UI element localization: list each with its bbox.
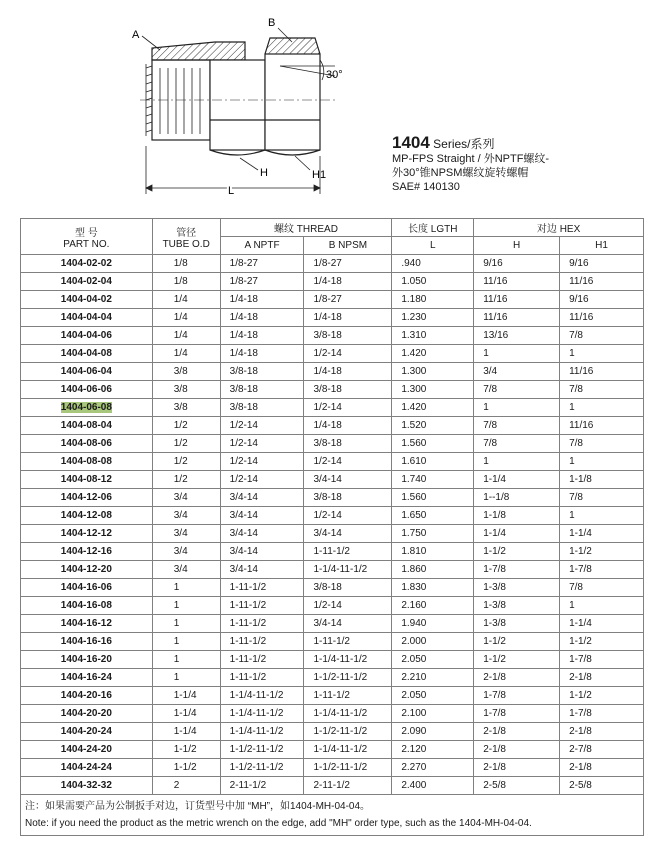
cell-part-no: 1404-12-20 — [21, 561, 153, 579]
cell-length: 1.860 — [392, 561, 474, 579]
cell-part-no: 1404-20-24 — [21, 723, 153, 741]
cell-hex-h: 11/16 — [474, 309, 560, 327]
cell-part-no: 1404-04-02 — [21, 291, 153, 309]
cell-a-nptf: 1-11-1/2 — [220, 597, 304, 615]
cell-length: 2.160 — [392, 597, 474, 615]
cell-a-nptf: 3/4-14 — [220, 561, 304, 579]
cell-tube-od: 1/2 — [152, 417, 220, 435]
cell-length: 1.300 — [392, 363, 474, 381]
cell-b-npsm: 3/4-14 — [304, 471, 392, 489]
cell-tube-od: 1-1/2 — [152, 759, 220, 777]
cell-a-nptf: 1-1/4-11-1/2 — [220, 705, 304, 723]
cell-length: 1.940 — [392, 615, 474, 633]
cell-part-no: 1404-12-06 — [21, 489, 153, 507]
cell-hex-h: 11/16 — [474, 273, 560, 291]
cell-a-nptf: 2-11-1/2 — [220, 777, 304, 795]
cell-a-nptf: 3/8-18 — [220, 381, 304, 399]
cell-a-nptf: 1/2-14 — [220, 471, 304, 489]
cell-b-npsm: 3/4-14 — [304, 525, 392, 543]
cell-b-npsm: 1-1/4-11-1/2 — [304, 651, 392, 669]
cell-hex-h1: 1-1/4 — [560, 615, 644, 633]
cell-hex-h1: 7/8 — [560, 489, 644, 507]
cell-tube-od: 1/4 — [152, 309, 220, 327]
series-model: 1404 — [392, 133, 430, 152]
series-description: MP-FPS Straight / 外NPTF螺纹- — [392, 153, 550, 165]
cell-part-no: 1404-08-08 — [21, 453, 153, 471]
cell-length: 2.090 — [392, 723, 474, 741]
cell-tube-od: 1 — [152, 615, 220, 633]
cell-tube-od: 3/4 — [152, 525, 220, 543]
table-row — [21, 687, 644, 705]
cell-hex-h1: 11/16 — [560, 363, 644, 381]
header-length-l: L — [392, 237, 474, 255]
cell-a-nptf: 1/4-18 — [220, 291, 304, 309]
cell-hex-h1: 1 — [560, 345, 644, 363]
cell-a-nptf: 3/8-18 — [220, 399, 304, 417]
cell-a-nptf: 1-11-1/2 — [220, 579, 304, 597]
cell-hex-h: 3/4 — [474, 363, 560, 381]
cell-hex-h: 1-1/2 — [474, 633, 560, 651]
cell-tube-od: 1 — [152, 633, 220, 651]
cell-part-no: 1404-04-08 — [21, 345, 153, 363]
cell-hex-h: 1 — [474, 399, 560, 417]
cell-part-no: 1404-16-16 — [21, 633, 153, 651]
cell-hex-h1: 7/8 — [560, 579, 644, 597]
series-label: Series/系列 — [429, 137, 495, 151]
table-row — [21, 651, 644, 669]
table-row — [21, 723, 644, 741]
cell-part-no: 1404-24-24 — [21, 759, 153, 777]
cell-part-no: 1404-32-32 — [21, 777, 153, 795]
cell-length: 1.300 — [392, 381, 474, 399]
cell-length: 1.520 — [392, 417, 474, 435]
cell-hex-h: 2-1/8 — [474, 669, 560, 687]
cell-hex-h: 13/16 — [474, 327, 560, 345]
cell-hex-h1: 1-1/2 — [560, 633, 644, 651]
cell-length: 1.740 — [392, 471, 474, 489]
cell-part-no: 1404-12-08 — [21, 507, 153, 525]
header-hex-h1: H1 — [560, 237, 644, 255]
cell-a-nptf: 1-1/4-11-1/2 — [220, 687, 304, 705]
cell-b-npsm: 3/8-18 — [304, 579, 392, 597]
cell-b-npsm: 1/2-14 — [304, 345, 392, 363]
cell-hex-h1: 9/16 — [560, 291, 644, 309]
cell-tube-od: 1/4 — [152, 327, 220, 345]
cell-length: 1.560 — [392, 435, 474, 453]
cell-hex-h1: 1-1/2 — [560, 543, 644, 561]
cell-a-nptf: 1-1/4-11-1/2 — [220, 723, 304, 741]
cell-b-npsm: 3/8-18 — [304, 381, 392, 399]
cell-hex-h1: 11/16 — [560, 417, 644, 435]
label-l: L — [228, 185, 235, 197]
table-row — [21, 273, 644, 291]
cell-b-npsm: 1/2-14 — [304, 507, 392, 525]
header-tube-od: 管径 TUBE O.D — [152, 219, 220, 255]
cell-tube-od: 1/8 — [152, 273, 220, 291]
table-row — [21, 669, 644, 687]
cell-tube-od: 3/4 — [152, 507, 220, 525]
cell-hex-h: 11/16 — [474, 291, 560, 309]
table-row — [21, 525, 644, 543]
cell-hex-h1: 1-7/8 — [560, 705, 644, 723]
cell-hex-h: 2-1/8 — [474, 741, 560, 759]
table-row — [21, 759, 644, 777]
cell-a-nptf: 3/4-14 — [220, 525, 304, 543]
series-info — [392, 135, 662, 194]
cell-hex-h: 1-7/8 — [474, 561, 560, 579]
cell-hex-h: 1-7/8 — [474, 705, 560, 723]
cell-hex-h: 1-3/8 — [474, 615, 560, 633]
cell-hex-h: 7/8 — [474, 417, 560, 435]
cell-hex-h1: 7/8 — [560, 327, 644, 345]
cell-b-npsm: 1-1/4-11-1/2 — [304, 741, 392, 759]
cell-b-npsm: 1/8-27 — [304, 255, 392, 273]
cell-hex-h1: 9/16 — [560, 255, 644, 273]
cell-length: 1.810 — [392, 543, 474, 561]
cell-part-no: 1404-16-20 — [21, 651, 153, 669]
header-hex: 对边 HEX — [474, 219, 644, 237]
cell-a-nptf: 3/4-14 — [220, 507, 304, 525]
cell-a-nptf: 1-11-1/2 — [220, 633, 304, 651]
cell-length: 2.400 — [392, 777, 474, 795]
cell-b-npsm: 1-1/2-11-1/2 — [304, 759, 392, 777]
cell-tube-od: 3/4 — [152, 489, 220, 507]
cell-part-no: 1404-02-04 — [21, 273, 153, 291]
cell-part-no: 1404-24-20 — [21, 741, 153, 759]
cell-b-npsm: 3/4-14 — [304, 615, 392, 633]
cell-b-npsm: 1/4-18 — [304, 273, 392, 291]
cell-hex-h: 1 — [474, 453, 560, 471]
cell-part-no: 1404-16-12 — [21, 615, 153, 633]
header-part-no: 型 号 PART NO. — [21, 219, 153, 255]
spec-table — [20, 218, 644, 836]
cell-length: 1.050 — [392, 273, 474, 291]
cell-part-no: 1404-06-06 — [21, 381, 153, 399]
cell-hex-h1: 1-7/8 — [560, 561, 644, 579]
table-row — [21, 741, 644, 759]
header-length: 长度 LGTH — [392, 219, 474, 237]
cell-part-no: 1404-06-08 — [21, 399, 153, 417]
cell-b-npsm: 3/8-18 — [304, 489, 392, 507]
cell-a-nptf: 1/2-14 — [220, 435, 304, 453]
cell-a-nptf: 1-11-1/2 — [220, 651, 304, 669]
cell-a-nptf: 1/8-27 — [220, 273, 304, 291]
cell-a-nptf: 1/4-18 — [220, 309, 304, 327]
cell-length: 2.270 — [392, 759, 474, 777]
cell-part-no: 1404-12-16 — [21, 543, 153, 561]
table-row — [21, 543, 644, 561]
cell-part-no: 1404-04-06 — [21, 327, 153, 345]
cell-b-npsm: 1-11-1/2 — [304, 543, 392, 561]
table-note — [21, 795, 644, 836]
table-row — [21, 399, 644, 417]
table-row — [21, 777, 644, 795]
cell-a-nptf: 1-11-1/2 — [220, 615, 304, 633]
cell-hex-h: 1-1/2 — [474, 543, 560, 561]
cell-hex-h1: 1-7/8 — [560, 651, 644, 669]
cell-hex-h: 1-1/2 — [474, 651, 560, 669]
cell-hex-h: 1-3/8 — [474, 579, 560, 597]
cell-length: 2.100 — [392, 705, 474, 723]
cell-hex-h: 2-5/8 — [474, 777, 560, 795]
table-row — [21, 705, 644, 723]
cell-length: 2.120 — [392, 741, 474, 759]
cell-tube-od: 3/8 — [152, 381, 220, 399]
cell-b-npsm: 1-1/4-11-1/2 — [304, 561, 392, 579]
table-row — [21, 363, 644, 381]
table-row — [21, 327, 644, 345]
cell-length: 1.180 — [392, 291, 474, 309]
cell-hex-h: 2-1/8 — [474, 723, 560, 741]
table-row — [21, 309, 644, 327]
cell-b-npsm: 1-11-1/2 — [304, 633, 392, 651]
label-h1: H1 — [312, 169, 327, 181]
cell-hex-h: 1-7/8 — [474, 687, 560, 705]
header-thread: 螺纹 THREAD — [220, 219, 392, 237]
cell-hex-h1: 2-1/8 — [560, 759, 644, 777]
cell-part-no: 1404-08-04 — [21, 417, 153, 435]
cell-tube-od: 1 — [152, 651, 220, 669]
cell-length: 1.420 — [392, 399, 474, 417]
cell-length: 1.310 — [392, 327, 474, 345]
cell-length: 1.650 — [392, 507, 474, 525]
cell-part-no: 1404-12-12 — [21, 525, 153, 543]
cell-tube-od: 1/8 — [152, 255, 220, 273]
cell-part-no: 1404-06-04 — [21, 363, 153, 381]
cell-tube-od: 1 — [152, 597, 220, 615]
cell-tube-od: 3/8 — [152, 363, 220, 381]
cell-length: 1.830 — [392, 579, 474, 597]
cell-part-no: 1404-16-08 — [21, 597, 153, 615]
cell-a-nptf: 1/2-14 — [220, 453, 304, 471]
cell-part-no: 1404-20-16 — [21, 687, 153, 705]
note-en: Note: if you need the product as the metric wrench on the edge, add "MH" order type, such as the 1404-MH-04-04. — [25, 818, 532, 829]
cell-hex-h1: 2-5/8 — [560, 777, 644, 795]
cell-b-npsm: 1/4-18 — [304, 363, 392, 381]
table-row — [21, 381, 644, 399]
cell-a-nptf: 3/8-18 — [220, 363, 304, 381]
cell-tube-od: 1/2 — [152, 471, 220, 489]
sae-number: SAE# 140130 — [392, 181, 460, 193]
cell-hex-h1: 7/8 — [560, 381, 644, 399]
series-description-2: 外30°锥NPSM螺纹旋转螺帽 — [392, 167, 529, 179]
label-a: A — [132, 29, 140, 41]
cell-tube-od: 1 — [152, 669, 220, 687]
cell-b-npsm: 1/4-18 — [304, 309, 392, 327]
table-row — [21, 435, 644, 453]
cell-b-npsm: 1-1/4-11-1/2 — [304, 705, 392, 723]
cell-a-nptf: 1-11-1/2 — [220, 669, 304, 687]
cell-b-npsm: 1-1/2-11-1/2 — [304, 669, 392, 687]
cell-length: 1.610 — [392, 453, 474, 471]
cell-tube-od: 1-1/4 — [152, 705, 220, 723]
header-anptf: A NPTF — [220, 237, 304, 255]
table-row — [21, 453, 644, 471]
cell-b-npsm: 1-11-1/2 — [304, 687, 392, 705]
fitting-drawing — [130, 8, 370, 198]
cell-a-nptf: 1/8-27 — [220, 255, 304, 273]
cell-part-no: 1404-02-02 — [21, 255, 153, 273]
cell-b-npsm: 1/2-14 — [304, 597, 392, 615]
cell-hex-h: 1-1/4 — [474, 525, 560, 543]
cell-part-no: 1404-08-12 — [21, 471, 153, 489]
cell-length: 2.050 — [392, 651, 474, 669]
cell-hex-h1: 1 — [560, 507, 644, 525]
table-row — [21, 507, 644, 525]
cell-part-no: 1404-04-04 — [21, 309, 153, 327]
cell-b-npsm: 1-1/2-11-1/2 — [304, 723, 392, 741]
cell-b-npsm: 3/8-18 — [304, 327, 392, 345]
cell-tube-od: 2 — [152, 777, 220, 795]
cell-length: 1.230 — [392, 309, 474, 327]
cell-tube-od: 1-1/2 — [152, 741, 220, 759]
cell-hex-h: 2-1/8 — [474, 759, 560, 777]
cell-length: 1.750 — [392, 525, 474, 543]
cell-hex-h1: 1 — [560, 453, 644, 471]
label-h: H — [260, 167, 268, 179]
cell-hex-h: 1-3/8 — [474, 597, 560, 615]
cell-length: 1.560 — [392, 489, 474, 507]
cell-hex-h: 7/8 — [474, 435, 560, 453]
table-row — [21, 579, 644, 597]
cell-a-nptf: 1/2-14 — [220, 417, 304, 435]
table-row — [21, 561, 644, 579]
cell-hex-h1: 11/16 — [560, 273, 644, 291]
table-row — [21, 417, 644, 435]
cell-b-npsm: 1/2-14 — [304, 453, 392, 471]
table-row — [21, 345, 644, 363]
cell-part-no: 1404-20-20 — [21, 705, 153, 723]
cell-hex-h1: 1-1/2 — [560, 687, 644, 705]
cell-a-nptf: 1/4-18 — [220, 345, 304, 363]
cell-length: 1.420 — [392, 345, 474, 363]
cell-hex-h1: 2-7/8 — [560, 741, 644, 759]
table-row — [21, 615, 644, 633]
label-angle: 30° — [326, 69, 343, 81]
cell-tube-od: 1/2 — [152, 435, 220, 453]
cell-hex-h: 1 — [474, 345, 560, 363]
cell-tube-od: 3/4 — [152, 543, 220, 561]
cell-hex-h1: 1 — [560, 597, 644, 615]
table-row — [21, 471, 644, 489]
cell-a-nptf: 3/4-14 — [220, 543, 304, 561]
cell-b-npsm: 3/8-18 — [304, 435, 392, 453]
cell-part-no: 1404-16-24 — [21, 669, 153, 687]
cell-b-npsm: 1/2-14 — [304, 399, 392, 417]
table-row — [21, 291, 644, 309]
cell-part-no: 1404-16-06 — [21, 579, 153, 597]
table-row — [21, 489, 644, 507]
cell-b-npsm: 1/4-18 — [304, 417, 392, 435]
cell-length: 2.050 — [392, 687, 474, 705]
cell-tube-od: 1/4 — [152, 291, 220, 309]
table-row — [21, 255, 644, 273]
cell-length: .940 — [392, 255, 474, 273]
cell-hex-h1: 2-1/8 — [560, 723, 644, 741]
cell-a-nptf: 1-1/2-11-1/2 — [220, 759, 304, 777]
cell-hex-h1: 2-1/8 — [560, 669, 644, 687]
cell-tube-od: 1-1/4 — [152, 687, 220, 705]
cell-hex-h: 1--1/8 — [474, 489, 560, 507]
cell-hex-h1: 1-1/8 — [560, 471, 644, 489]
note-cn: 注：如果需要产品为公制扳手对边，订货型号中加 “MH”，如1404-MH-04-04。 — [25, 801, 371, 812]
cell-hex-h: 7/8 — [474, 381, 560, 399]
header-hex-h: H — [474, 237, 560, 255]
cell-part-no: 1404-08-06 — [21, 435, 153, 453]
cell-tube-od: 1/4 — [152, 345, 220, 363]
cell-b-npsm: 1/8-27 — [304, 291, 392, 309]
cell-a-nptf: 3/4-14 — [220, 489, 304, 507]
header-bnpsm: B NPSM — [304, 237, 392, 255]
table-row — [21, 597, 644, 615]
cell-hex-h: 9/16 — [474, 255, 560, 273]
label-b: B — [268, 17, 276, 29]
cell-tube-od: 3/8 — [152, 399, 220, 417]
table-row — [21, 633, 644, 651]
cell-tube-od: 3/4 — [152, 561, 220, 579]
cell-tube-od: 1-1/4 — [152, 723, 220, 741]
cell-length: 2.000 — [392, 633, 474, 651]
cell-tube-od: 1/2 — [152, 453, 220, 471]
cell-hex-h: 1-1/4 — [474, 471, 560, 489]
cell-a-nptf: 1-1/2-11-1/2 — [220, 741, 304, 759]
cell-tube-od: 1 — [152, 579, 220, 597]
cell-b-npsm: 2-11-1/2 — [304, 777, 392, 795]
cell-a-nptf: 1/4-18 — [220, 327, 304, 345]
cell-hex-h1: 1-1/4 — [560, 525, 644, 543]
cell-length: 2.210 — [392, 669, 474, 687]
cell-hex-h: 1-1/8 — [474, 507, 560, 525]
cell-hex-h1: 7/8 — [560, 435, 644, 453]
cell-hex-h1: 1 — [560, 399, 644, 417]
cell-hex-h1: 11/16 — [560, 309, 644, 327]
